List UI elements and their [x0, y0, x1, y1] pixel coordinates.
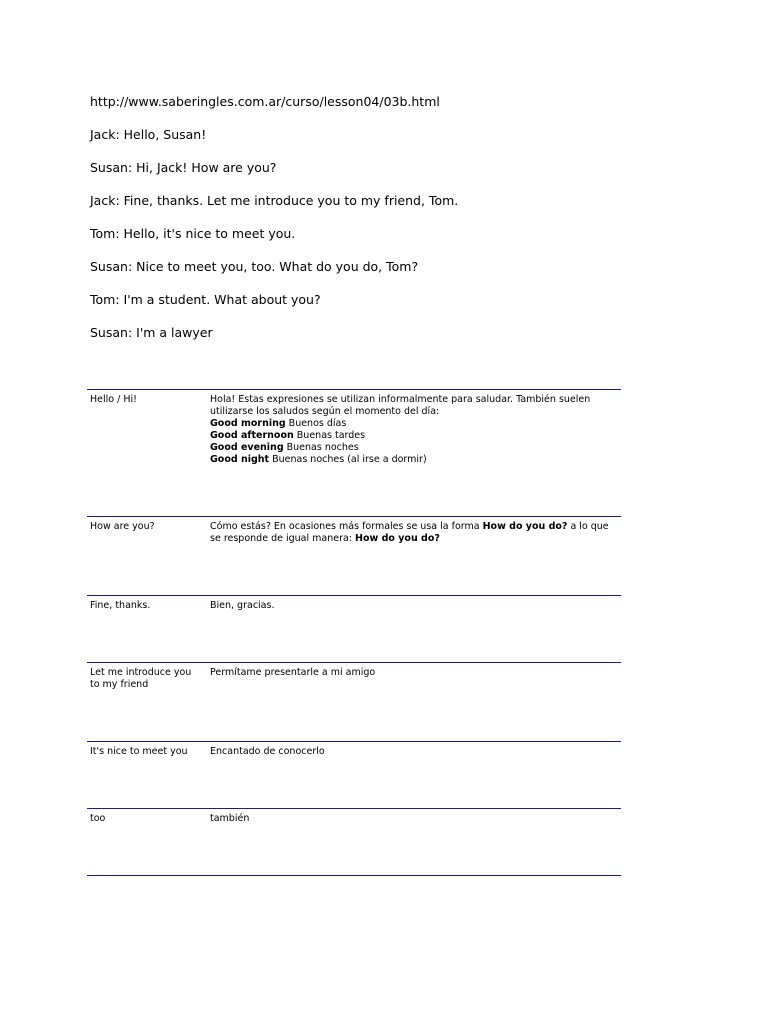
- greeting-term: Good afternoon: [210, 430, 294, 441]
- vocab-term: Hello / Hi!: [90, 394, 137, 405]
- dialogue-line: Susan: Nice to meet you, too. What do you do, Tom?: [90, 259, 419, 274]
- source-url: http://www.saberingles.com.ar/curso/lesson04/03b.html: [90, 94, 440, 109]
- vocab-row: [87, 517, 621, 596]
- vocab-definition: Bien, gracias.: [210, 600, 275, 611]
- vocab-term: Fine, thanks.: [90, 600, 151, 611]
- greeting-translation: Buenas tardes: [293, 430, 366, 441]
- vocab-row: [87, 742, 621, 809]
- vocab-definition: Permítame presentarle a mi amigo: [210, 667, 376, 678]
- vocab-term: too: [90, 813, 106, 824]
- definition-text: a lo que se responde de igual manera:: [210, 521, 609, 544]
- vocab-term: Let me introduce you to my friend: [90, 667, 192, 690]
- dialogue-line: Susan: I'm a lawyer: [90, 325, 213, 340]
- dialogue-line: Tom: Hello, it's nice to meet you.: [90, 226, 296, 241]
- vocab-row: [87, 809, 621, 876]
- vocab-definition: también: [210, 813, 250, 824]
- vocab-row: [87, 390, 621, 517]
- vocab-term: How are you?: [90, 521, 155, 532]
- vocabulary-table: [87, 389, 621, 876]
- greeting-term: Good night: [210, 454, 270, 465]
- dialogue-line: Tom: I'm a student. What about you?: [90, 292, 321, 307]
- greeting-term: Good morning: [210, 418, 286, 429]
- definition-text: Cómo estás? En ocasiones más formales se usa la forma: [210, 521, 483, 532]
- dialogue-section: [90, 92, 690, 356]
- greeting-translation: Buenas noches: [283, 442, 359, 453]
- vocab-definition: Encantado de conocerlo: [210, 746, 325, 757]
- formal-greeting: How do you do?: [355, 533, 440, 544]
- vocab-row: [87, 596, 621, 663]
- dialogue-line: Jack: Hello, Susan!: [90, 127, 207, 142]
- definition-text: Hola! Estas expresiones se utilizan informalmente para saludar. También suelen utilizarse los saludos según el momento del día:: [210, 394, 591, 417]
- dialogue-line: Jack: Fine, thanks. Let me introduce you to my friend, Tom.: [90, 193, 459, 208]
- vocab-definition: [203, 517, 621, 596]
- greeting-term: Good evening: [210, 442, 284, 453]
- dialogue-line: Susan: Hi, Jack! How are you?: [90, 160, 277, 175]
- greeting-translation: Buenas noches (al irse a dormir): [269, 454, 427, 465]
- vocab-term: It's nice to meet you: [90, 746, 188, 757]
- vocab-definition: [203, 390, 621, 517]
- formal-greeting: How do you do?: [482, 521, 568, 532]
- vocab-row: [87, 663, 621, 742]
- greeting-translation: Buenos días: [285, 418, 347, 429]
